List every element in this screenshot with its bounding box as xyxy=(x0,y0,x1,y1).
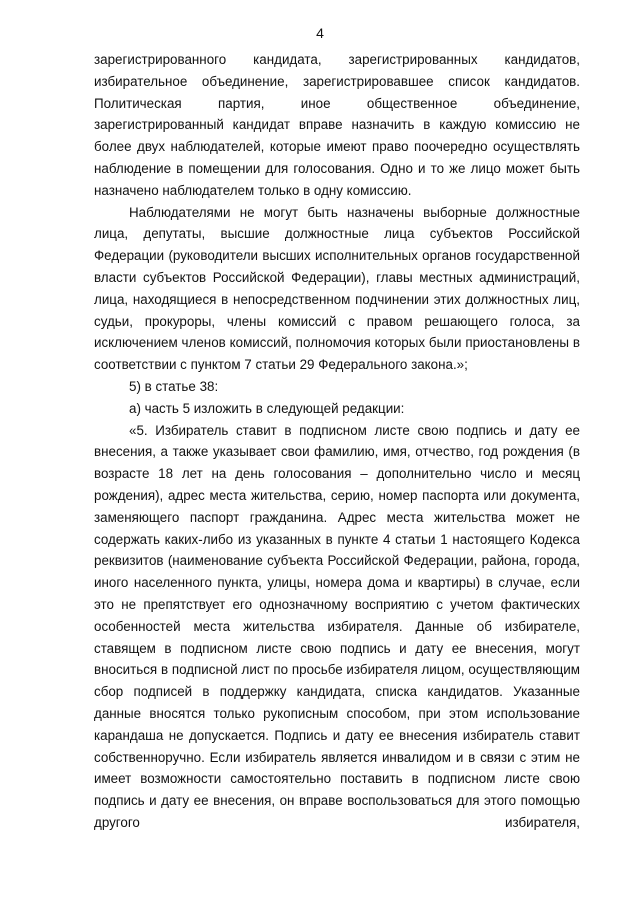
paragraph-line: избирательное объединение, зарегистрировавшее список кандидатов. xyxy=(94,73,580,89)
paragraph-part-5-text: «5. Избиратель ставит в подписном листе свою подпись и дату ее внесения, а также указывает свои фамилию, имя, отчество, год рождения (в возрасте 18 лет на день голосования – дополнительно число и месяц рождения), адрес места жительства, серию, номер паспорта или документа, заменяющего паспорт гражданина. Адрес места жительства может не содержать каких-либо из указанных в пункте 4 статьи 1 настоящего Кодекса реквизитов (наименование субъекта Российской Федерации, района, города, иного населенного пункта, улицы, номера дома и квартиры) в случае, если это не препятствует его однозначному восприятию с учетом фактических особенностей места жительства избирателя. Данные об избирателе, ставящем в подписном листе свою подпись и дату ее внесения, могут вноситься в подписной лист по просьбе избирателя лицом, осуществляющим сбор подписей в поддержку кандидата, списка кандидатов. Указанные данные вносятся только рукописным способом, при этом использование карандаша не допускается. Подпись и дату ее внесения избиратель ставит собственноручно. Если избиратель является инвалидом и в связи с этим не имеет возможности самостоятельно поставить в подписном листе свою подпись и дату ее внесения, он вправе воспользоваться для этого помощью другого избирателя, xyxy=(94,422,580,830)
paragraph-observers-appointment xyxy=(94,49,580,202)
document-body xyxy=(94,49,580,834)
paragraph-article-38: 5) в статье 38: xyxy=(129,378,219,394)
page-number: 4 xyxy=(316,25,324,41)
paragraph-part-5-intro: а) часть 5 изложить в следующей редакции: xyxy=(129,400,405,416)
paragraph-text: Политическая партия, иное общественное объединение, зарегистрированный кандидат вправе назначить в каждую комиссию не более двух наблюдателей, которые имеют право поочередно осуществлять наблюдение в помещении для голосования. Одно и то же лицо может быть назначено наблюдателем только в одну комиссию. xyxy=(94,95,580,198)
paragraph-line: зарегистрированного кандидата, зарегистрированных кандидатов, xyxy=(94,52,580,67)
paragraph-observer-restrictions: Наблюдателями не могут быть назначены выборные должностные лица, депутаты, высшие должностные лица субъектов Российской Федерации (руководители высших исполнительных органов государственной власти субъектов Российской Федерации), главы местных администраций, лица, находящиеся в непосредственном подчинении этих должностных лиц, судьи, прокуроры, члены комиссий с правом решающего голоса, за исключением членов комиссий, полномочия которых были приостановлены в соответствии с пунктом 7 статьи 29 Федерального закона.»; xyxy=(94,204,580,373)
